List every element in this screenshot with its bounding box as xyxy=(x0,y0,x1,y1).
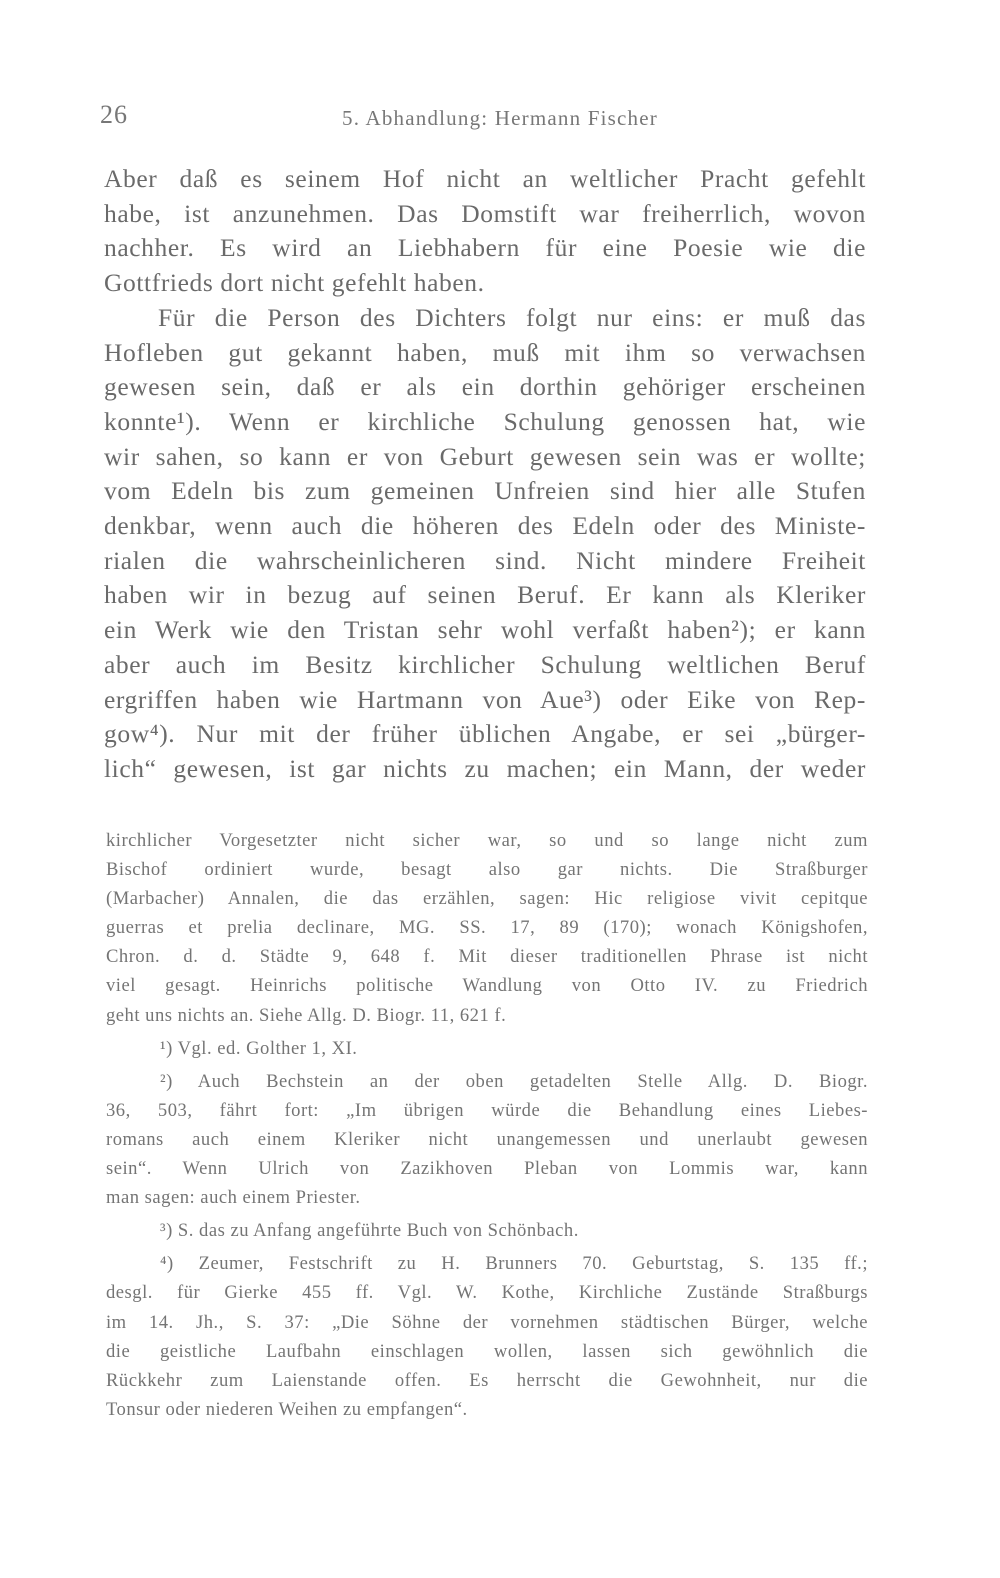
body-line: lich“ gewesen, ist gar nichts zu machen; ein Mann, der weder xyxy=(104,753,866,783)
body-line: wir sahen, so kann er von Geburt gewesen sein was er wollte; xyxy=(104,441,866,471)
footnote-line: Tonsur oder niederen Weihen zu empfangen“. xyxy=(106,1398,468,1420)
footnote-line: im 14. Jh., S. 37: „Die Söhne der vornehmen städtischen Bürger, welche xyxy=(106,1311,868,1333)
body-line: ergriffen haben wie Hartmann von Aue³) oder Eike von Rep- xyxy=(104,684,866,714)
body-line: haben wir in bezug auf seinen Beruf. Er kann als Kleriker xyxy=(104,580,866,610)
running-header: 5. Abhandlung: Hermann Fischer xyxy=(342,106,658,130)
page-number: 26 xyxy=(100,100,128,129)
footnote-2: ²) Auch Bechstein an der oben getadelten Stelle Allg. D. Biogr. xyxy=(160,1070,868,1092)
body-line: aber auch im Besitz kirchlicher Schulung weltlichen Beruf xyxy=(104,649,866,679)
footnote-line: die geistliche Laufbahn einschlagen wollen, lassen sich gewöhnlich die xyxy=(106,1340,868,1362)
footnote-1: ¹) Vgl. ed. Golther 1, XI. xyxy=(160,1037,358,1059)
footnote-line: 36, 503, fährt fort: „Im übrigen würde die Behandlung eines Liebes- xyxy=(106,1099,868,1121)
footnote-line: desgl. für Gierke 455 ff. Vgl. W. Kothe, Kirchliche Zustände Straßburgs xyxy=(106,1282,868,1304)
body-line: rialen die wahrscheinlicheren sind. Nicht mindere Freiheit xyxy=(104,545,866,575)
main-text xyxy=(104,162,866,787)
body-line: Gottfrieds dort nicht gefehlt haben. xyxy=(104,268,485,298)
footnotes xyxy=(106,826,868,1424)
footnote-line: viel gesagt. Heinrichs politische Wandlung von Otto IV. zu Friedrich xyxy=(106,975,868,997)
body-line: Hofleben gut gekannt haben, muß mit ihm so verwachsen xyxy=(104,337,866,367)
body-line: ein Werk wie den Tristan sehr wohl verfaßt haben²); er kann xyxy=(104,615,866,645)
footnote-line: man sagen: auch einem Priester. xyxy=(106,1187,361,1209)
footnote-line: (Marbacher) Annalen, die das erzählen, sagen: Hic religiose vivit cepitque xyxy=(106,888,868,910)
footnote-line: geht uns nichts an. Siehe Allg. D. Biogr. 11, 621 f. xyxy=(106,1004,507,1026)
footnote-4: ⁴) Zeumer, Festschrift zu H. Brunners 70. Geburtstag, S. 135 ff.; xyxy=(160,1253,868,1275)
body-line: vom Edeln bis zum gemeinen Unfreien sind hier alle Stufen xyxy=(104,476,866,506)
footnote-line: kirchlicher Vorgesetzter nicht sicher war, so und so lange nicht zum xyxy=(106,830,868,851)
body-line: habe, ist anzunehmen. Das Domstift war freiherrlich, wovon xyxy=(104,198,866,228)
body-line: Für die Person des Dichters folgt nur eins: er muß das xyxy=(158,302,866,332)
footnote-line: guerras et prelia declinare, MG. SS. 17, 89 (170); wonach Königshofen, xyxy=(106,917,868,939)
footnote-line: sein“. Wenn Ulrich von Zazikhoven Pleban von Lommis war, kann xyxy=(106,1158,868,1180)
footnote-3: ³) S. das zu Anfang angeführte Buch von Schönbach. xyxy=(160,1220,579,1242)
footnote-line: Rückkehr zum Laienstande offen. Es herrscht die Gewohnheit, nur die xyxy=(106,1369,868,1391)
footnote-line: Chron. d. d. Städte 9, 648 f. Mit dieser traditionellen Phrase ist nicht xyxy=(106,946,868,968)
body-line: konnte¹). Wenn er kirchliche Schulung genossen hat, wie xyxy=(104,406,866,436)
footnote-line: Bischof ordiniert wurde, besagt also gar nichts. Die Straßburger xyxy=(106,859,868,881)
footnote-line: romans auch einem Kleriker nicht unangemessen und unerlaubt gewesen xyxy=(106,1128,868,1150)
body-line: nachher. Es wird an Liebhabern für eine Poesie wie die xyxy=(104,233,866,263)
body-line: gewesen sein, daß er als ein dorthin gehöriger erscheinen xyxy=(104,372,866,402)
body-line: denkbar, wenn auch die höheren des Edeln oder des Ministe- xyxy=(104,511,866,541)
body-line: Aber daß es seinem Hof nicht an weltlicher Pracht gefehlt xyxy=(104,164,866,193)
body-line: gow⁴). Nur mit der früher üblichen Angabe, er sei „bürger- xyxy=(104,719,866,749)
